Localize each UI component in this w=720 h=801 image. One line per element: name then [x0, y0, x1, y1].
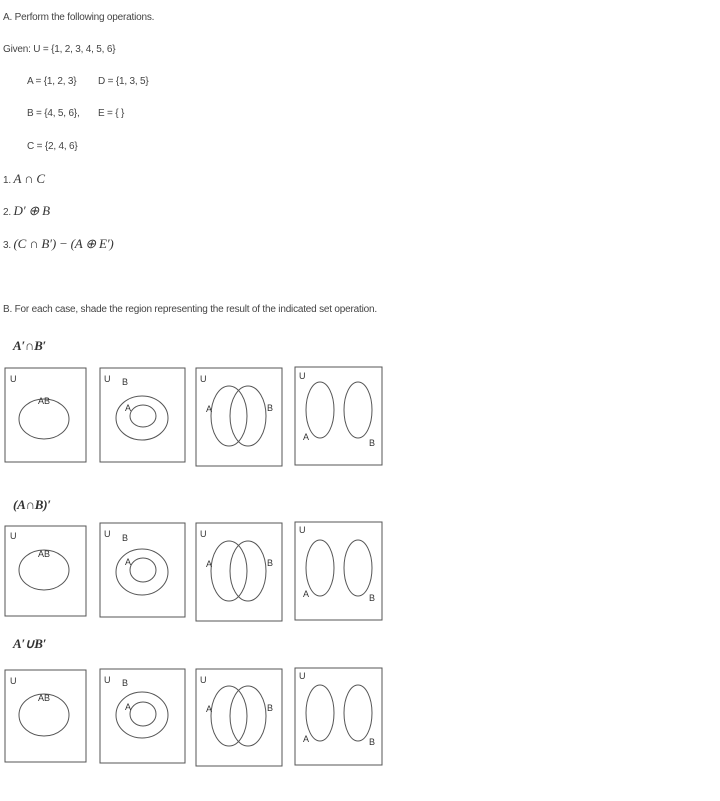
label-b: B [267, 403, 274, 413]
label-a: A [303, 589, 310, 599]
case-3-expression: A′∪B′ [13, 636, 47, 651]
given-universe: Given: U = {1, 2, 3, 4, 5, 6} [3, 44, 116, 55]
set-e: E = { } [98, 108, 125, 119]
label-ab: AB [38, 396, 51, 406]
venn-overlap-3[interactable] [196, 669, 282, 766]
label-b: B [267, 703, 274, 713]
label-u: U [10, 374, 17, 384]
problem-1-number: 1. [3, 175, 11, 186]
label-u: U [299, 525, 306, 535]
label-u: U [200, 374, 207, 384]
venn-subset-3[interactable] [100, 669, 185, 763]
label-a: A [125, 702, 132, 712]
venn-equal-sets-2[interactable] [5, 526, 86, 616]
venn-equal-sets-1[interactable] [5, 368, 86, 462]
label-u: U [299, 371, 306, 381]
label-b: B [369, 737, 376, 747]
label-u: U [104, 374, 111, 384]
venn-overlap-2[interactable] [196, 523, 282, 621]
label-ab: AB [38, 693, 51, 703]
venn-subset-2[interactable] [100, 523, 185, 617]
set-b: B = {4, 5, 6}, [27, 108, 80, 119]
set-c: C = {2, 4, 6} [27, 141, 78, 152]
label-b: B [122, 678, 129, 688]
venn-overlap-1[interactable] [196, 368, 282, 466]
case-1-expression: A′∩B′ [13, 338, 46, 353]
label-a: A [125, 557, 132, 567]
label-b: B [369, 593, 376, 603]
case-2-expression: (A∩B)′ [13, 497, 51, 512]
label-a: A [206, 559, 213, 569]
label-b: B [122, 533, 129, 543]
label-u: U [104, 675, 111, 685]
part-b-heading: B. For each case, shade the region representing the result of the indicated set operation. [3, 304, 377, 315]
problem-2-expression: D′ ⊕ B [13, 203, 50, 218]
label-u: U [299, 671, 306, 681]
label-u: U [200, 529, 207, 539]
venn-subset-1[interactable] [100, 368, 185, 462]
label-a: A [303, 734, 310, 744]
problem-3-number: 3. [3, 240, 11, 251]
part-a-heading: A. Perform the following operations. [3, 12, 155, 23]
venn-disjoint-1[interactable] [295, 367, 382, 465]
venn-row-3 [5, 668, 382, 766]
set-a: A = {1, 2, 3} [27, 76, 77, 87]
set-d: D = {1, 3, 5} [98, 76, 149, 87]
problem-3-expression: (C ∩ B′) − (A ⊕ E′) [13, 236, 114, 251]
label-u: U [200, 675, 207, 685]
venn-row-2 [5, 522, 382, 621]
problem-2-number: 2. [3, 207, 11, 218]
label-a: A [125, 403, 132, 413]
label-u: U [10, 531, 17, 541]
label-b: B [267, 558, 274, 568]
venn-equal-sets-3[interactable] [5, 670, 86, 762]
label-a: A [206, 704, 213, 714]
label-ab: AB [38, 549, 51, 559]
label-u: U [104, 529, 111, 539]
label-u: U [10, 676, 17, 686]
label-a: A [303, 432, 310, 442]
problem-1-expression: A ∩ C [13, 171, 45, 186]
venn-row-1 [5, 367, 382, 466]
label-b: B [369, 438, 376, 448]
venn-disjoint-3[interactable] [295, 668, 382, 765]
label-a: A [206, 404, 213, 414]
venn-disjoint-2[interactable] [295, 522, 382, 620]
label-b: B [122, 377, 129, 387]
